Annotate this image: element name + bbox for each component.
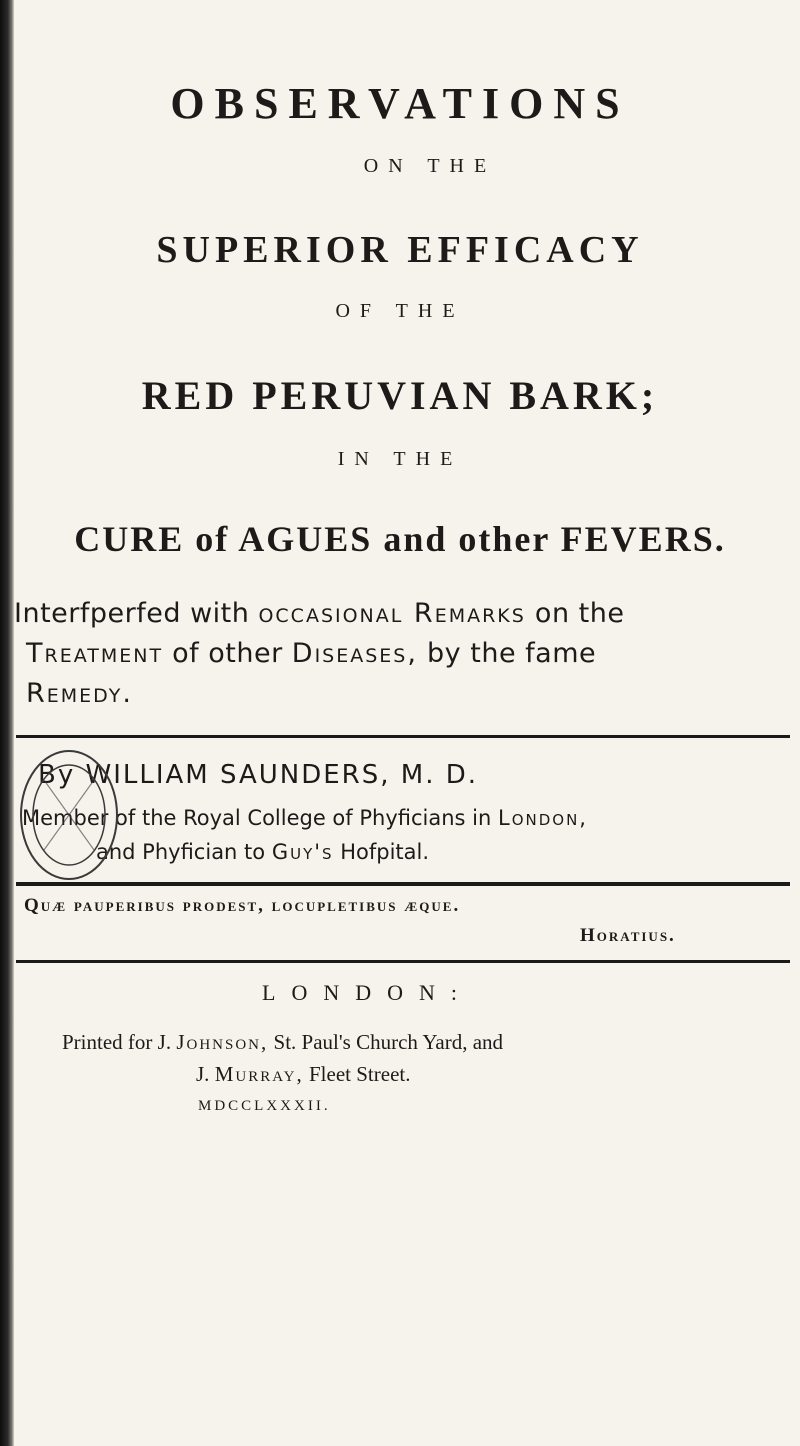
author-line: By WILLIAM SAUNDERS, M. D. (38, 760, 479, 790)
credential-line-2: and Phyfician to Guy's Hofpital. (96, 840, 430, 864)
imprint-line-2: J. Murray, Fleet Street. (196, 1062, 411, 1086)
rule-middle (16, 882, 790, 886)
subtitle-line-3: Remedy. (26, 678, 133, 709)
motto: Quæ pauperibus prodest, locupletibus æque. (24, 895, 461, 916)
title-cure-of-agues: CURE of AGUES and other FEVERS. (74, 519, 726, 559)
title-of-the: OF THE (335, 300, 465, 322)
imprint-date: MDCCLXXXII. (198, 1098, 331, 1114)
title-superior-efficacy: SUPERIOR EFFICACY (156, 229, 644, 271)
motto-attribution: Horatius. (580, 925, 676, 946)
rule-lower (16, 960, 790, 963)
rule-upper (16, 735, 790, 738)
title-in-the: IN THE (337, 448, 463, 470)
book-binding-edge (0, 0, 14, 1446)
title-observations: OBSERVATIONS (170, 79, 630, 128)
title-red-peruvian-bark: RED PERUVIAN BARK; (141, 373, 659, 418)
subtitle-line-2: Treatment of other Diseases, by the fame (26, 638, 597, 669)
credential-line-1: Member of the Royal College of Phyficians in London, (22, 806, 588, 830)
imprint-line-1: Printed for J. Johnson, St. Paul's Church Yard, and (62, 1030, 504, 1054)
imprint-city: LONDON: (262, 980, 473, 1005)
title-on-the: ON THE (363, 155, 497, 177)
library-stamp (14, 745, 124, 885)
subtitle-line-1: Interfperfed with occasional Remarks on the (14, 598, 625, 629)
